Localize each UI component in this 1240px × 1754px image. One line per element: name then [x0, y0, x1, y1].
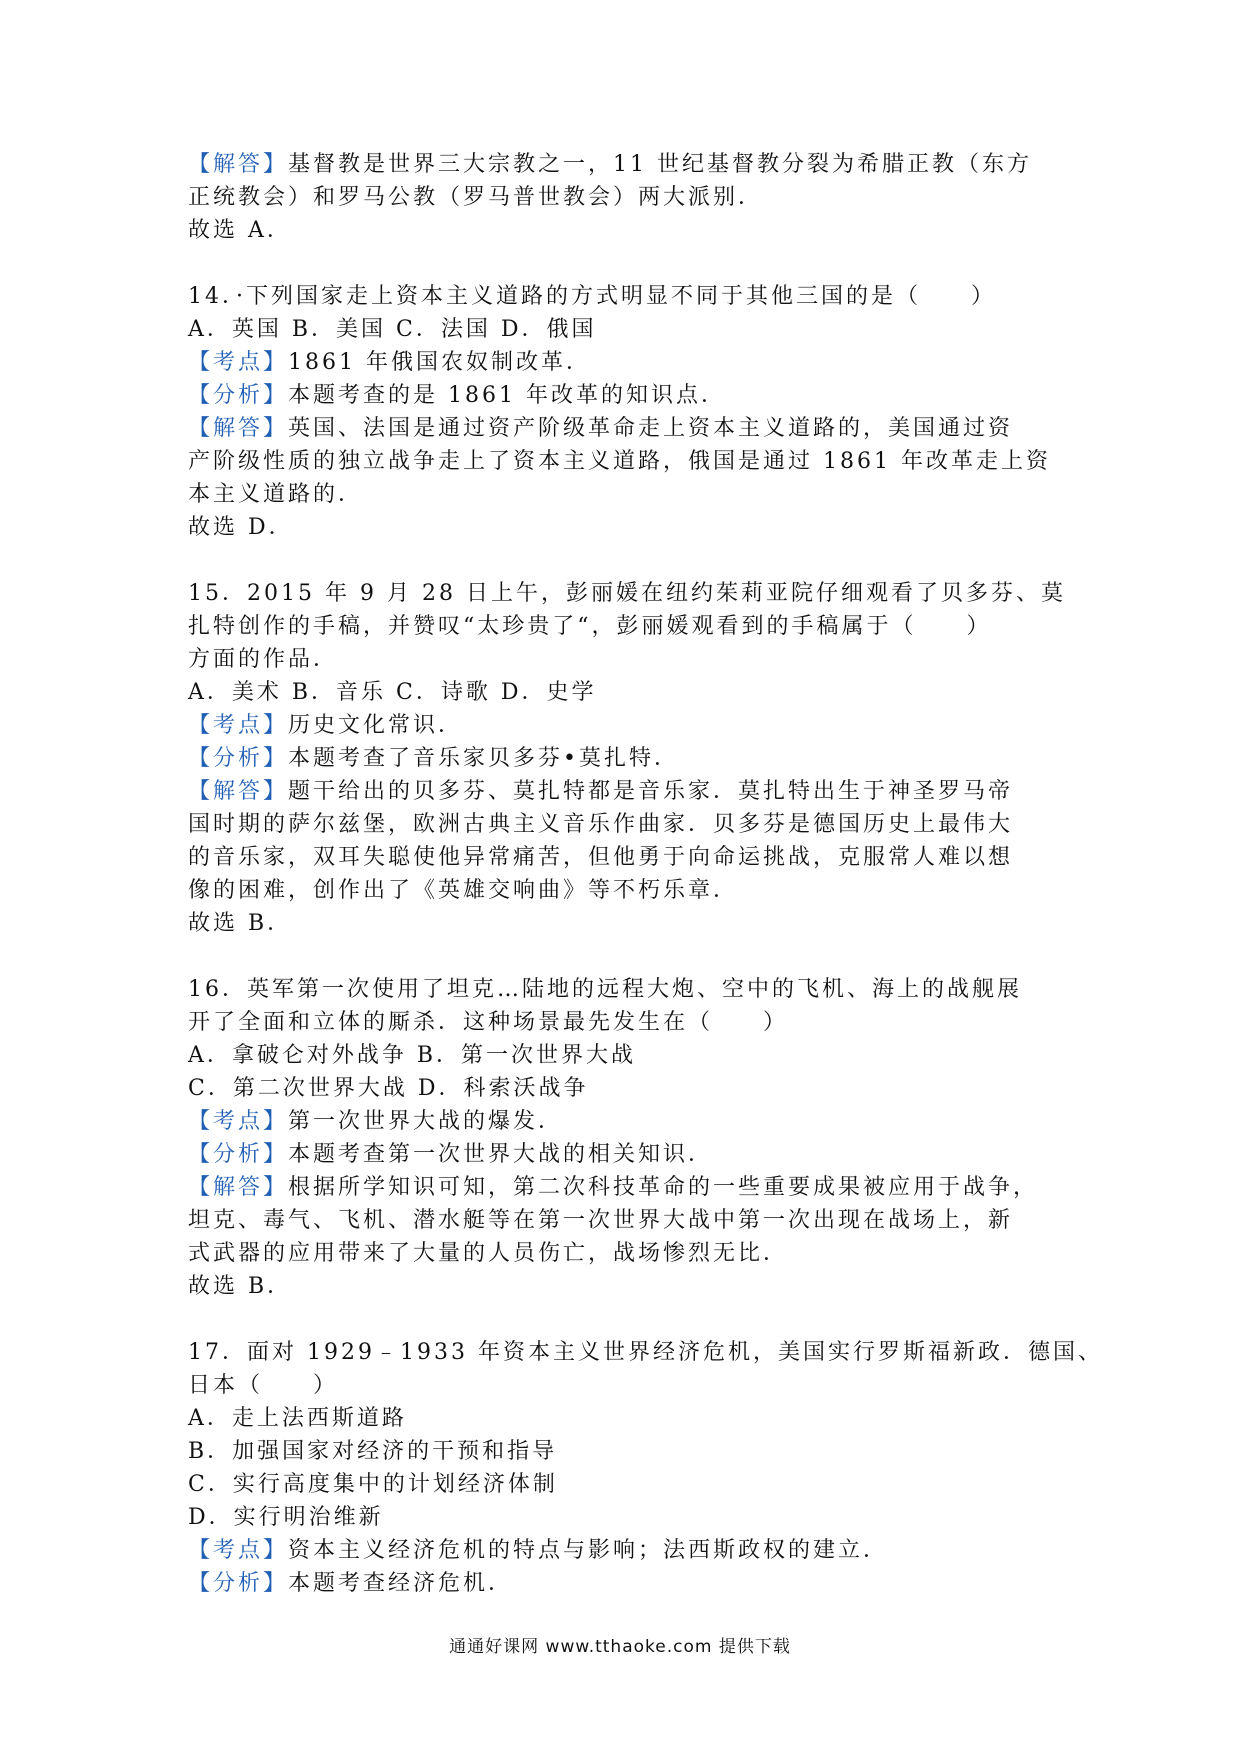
- q14-options: A．英国 B．美国 C．法国 D．俄国: [188, 317, 597, 342]
- q15-answer-line-2: 国时期的萨尔兹堡，欧洲古典主义音乐作曲家．贝多芬是德国历史上最伟大: [188, 812, 1014, 837]
- q16-kaodian: 【考点】第一次世界大战的爆发．: [188, 1109, 564, 1134]
- kaodian-tag: 【考点】: [188, 1538, 289, 1563]
- q16-options-line-2: C．第二次世界大战 D．科索沃战争: [188, 1076, 589, 1101]
- page-footer: 通通好课网 www.tthaoke.com 提供下载: [449, 1637, 791, 1657]
- document-body: [188, 148, 1103, 1600]
- q13-answer-line-1: 【解答】基督教是世界三大宗教之一，11 世纪基督教分裂为希腊正教（东方: [188, 152, 1033, 177]
- answer-tag: 【解答】: [188, 416, 289, 441]
- answer-tag: 【解答】: [188, 152, 289, 177]
- q17-kaodian: 【考点】资本主义经济危机的特点与影响；法西斯政权的建立．: [188, 1538, 889, 1563]
- q14-stem: 14．·下列国家走上资本主义道路的方式明显不同于其他三国的是（ ）: [188, 284, 996, 309]
- spacer: [188, 940, 1068, 973]
- q16-answer-line-3: 式武器的应用带来了大量的人员伤亡，战场惨烈无比．: [188, 1241, 789, 1266]
- answer-tag: 【解答】: [188, 779, 289, 804]
- q17-option-c: C．实行高度集中的计划经济体制: [188, 1472, 558, 1497]
- q15-stem-line-1: 15．2015 年 9 月 28 日上午，彭丽媛在纽约茱莉亚院仔细观看了贝多芬、莫: [188, 581, 1066, 606]
- q16-answer-line-1: 【解答】根据所学知识可知，第二次科技革命的一些重要成果被应用于战争，: [188, 1175, 1039, 1200]
- kaodian-tag: 【考点】: [188, 1109, 289, 1134]
- q17-fenxi: 【分析】本题考查经济危机．: [188, 1571, 514, 1596]
- q16-stem-line-1: 16．英军第一次使用了坦克…陆地的远程大炮、空中的飞机、海上的战舰展: [188, 977, 1022, 1002]
- q14-answer-line-3: 本主义道路的．: [188, 482, 364, 507]
- q16-options-line-1: A．拿破仑对外战争 B．第一次世界大战: [188, 1043, 637, 1068]
- q15-options: A．美术 B．音乐 C．诗歌 D．史学: [188, 680, 597, 705]
- q15-stem-line-3: 方面的作品．: [188, 647, 339, 672]
- q13-answer-line-2: 正统教会）和罗马公教（罗马普世教会）两大派别．: [188, 185, 764, 210]
- q17-option-b: B．加强国家对经济的干预和指导: [188, 1439, 558, 1464]
- fenxi-tag: 【分析】: [188, 1142, 289, 1167]
- kaodian-tag: 【考点】: [188, 713, 289, 738]
- q13-choice: 故选 A．: [188, 218, 292, 243]
- q15-choice: 故选 B．: [188, 911, 293, 936]
- q16-choice: 故选 B．: [188, 1274, 293, 1299]
- kaodian-tag: 【考点】: [188, 350, 289, 375]
- q14-kaodian: 【考点】1861 年俄国农奴制改革．: [188, 350, 591, 375]
- q16-stem-line-2: 开了全面和立体的厮杀．这种场景最先发生在（ ）: [188, 1010, 789, 1035]
- q15-answer-line-4: 像的困难，创作出了《英雄交响曲》等不朽乐章．: [188, 878, 739, 903]
- q15-answer-line-1: 【解答】题干给出的贝多芬、莫扎特都是音乐家．莫扎特出生于神圣罗马帝: [188, 779, 1014, 804]
- q17-option-d: D．实行明治维新: [188, 1505, 384, 1530]
- q15-answer-line-3: 的音乐家，双耳失聪使他异常痛苦，但他勇于向命运挑战，克服常人难以想: [188, 845, 1014, 870]
- fenxi-tag: 【分析】: [188, 383, 289, 408]
- q15-stem-line-2: 扎特创作的手稿，并赞叹“太珍贵了“，彭丽媛观看到的手稿属于（ ）: [188, 614, 992, 639]
- q17-stem-line-1: 17．面对 1929﹣1933 年资本主义世界经济危机，美国实行罗斯福新政．德国、: [188, 1340, 1103, 1365]
- answer-tag: 【解答】: [188, 1175, 289, 1200]
- spacer: [188, 544, 1068, 577]
- q16-answer-line-2: 坦克、毒气、飞机、潜水艇等在第一次世界大战中第一次出现在战场上，新: [188, 1208, 1014, 1233]
- q14-choice: 故选 D．: [188, 515, 294, 540]
- q17-option-a: A．走上法西斯道路: [188, 1406, 407, 1431]
- q14-answer-line-1: 【解答】英国、法国是通过资产阶级革命走上资本主义道路的，美国通过资: [188, 416, 1014, 441]
- spacer: [188, 247, 1068, 280]
- q16-fenxi: 【分析】本题考查第一次世界大战的相关知识．: [188, 1142, 714, 1167]
- fenxi-tag: 【分析】: [188, 1571, 289, 1596]
- fenxi-tag: 【分析】: [188, 746, 289, 771]
- q15-kaodian: 【考点】历史文化常识．: [188, 713, 464, 738]
- spacer: [188, 1303, 1068, 1336]
- q15-fenxi: 【分析】本题考查了音乐家贝多芬•莫扎特．: [188, 746, 679, 771]
- q14-fenxi: 【分析】本题考查的是 1861 年改革的知识点．: [188, 383, 726, 408]
- q14-answer-line-2: 产阶级性质的独立战争走上了资本主义道路，俄国是通过 1861 年改革走上资: [188, 449, 1051, 474]
- q17-stem-line-2: 日本（ ）: [188, 1373, 339, 1398]
